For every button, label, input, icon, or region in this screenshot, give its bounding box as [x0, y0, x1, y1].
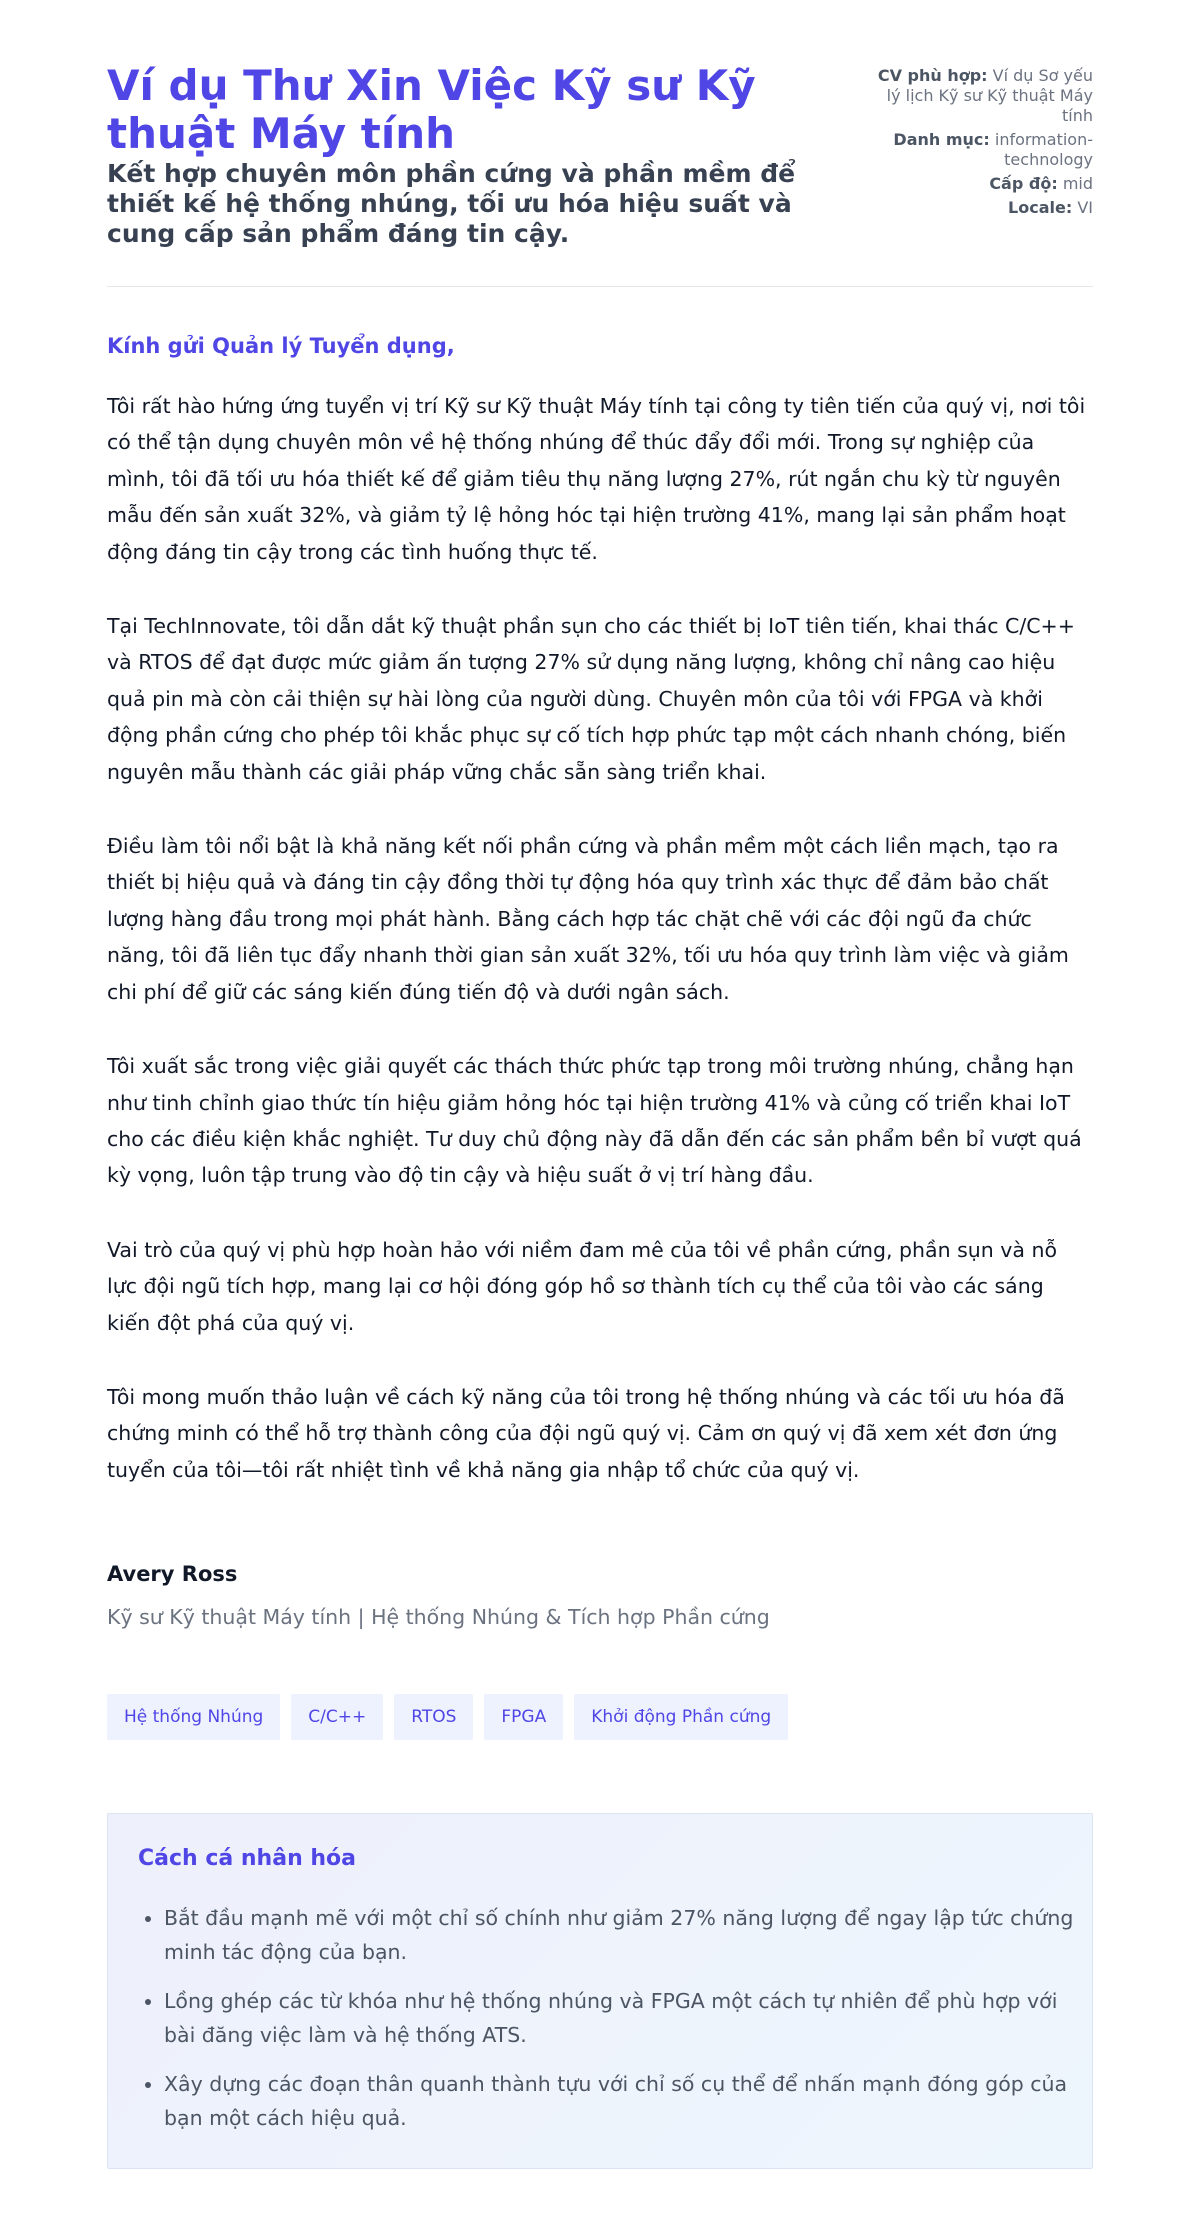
meta-locale-label: Locale:	[1008, 198, 1073, 217]
tag: Hệ thống Nhúng	[107, 1694, 280, 1740]
paragraph: Tại TechInnovate, tôi dẫn dắt kỹ thuật phần sụn cho các thiết bị IoT tiên tiến, khai thác C/C++ và RTOS để đạt được mức giảm ấn tượng 27% sử dụng năng lượng, không chỉ nâng cao hiệu quả pin mà còn cải thiện sự hài lòng của người dùng. Chuyên môn của tôi với FPGA và khởi động phần cứng cho phép tôi khắc phục sự cố tích hợp phức tạp một cách nhanh chóng, biến nguyên mẫu thành các giải pháp vững chắc sẵn sàng triển khai.	[107, 614, 1075, 784]
tag: C/C++	[291, 1694, 383, 1740]
meta-cv-value: Ví dụ Sơ yếu lý lịch Kỹ sư Kỹ thuật Máy tính	[886, 66, 1093, 125]
meta-level-value: mid	[1062, 174, 1093, 193]
list-item: • Lồng ghép các từ khóa như hệ thống nhúng và FPGA một cách tự nhiên để phù hợp với bài đăng việc làm và hệ thống ATS.	[164, 1984, 1084, 2052]
personalization-tips-box	[107, 1813, 1093, 2169]
meta-cv-label: CV phù hợp:	[877, 66, 988, 85]
tag: FPGA	[484, 1694, 563, 1740]
letter-container	[107, 0, 1093, 2130]
tag: RTOS	[394, 1694, 473, 1740]
tag-list	[107, 1694, 788, 1740]
header	[107, 0, 1093, 287]
meta-category-value: information-technology	[994, 130, 1093, 169]
tag: Khởi động Phần cứng	[574, 1694, 788, 1740]
page-subtitle: Kết hợp chuyên môn phần cứng và phần mềm để thiết kế hệ thống nhúng, tối ưu hóa hiệu suất và cung cấp sản phẩm đáng tin cậy.	[107, 159, 796, 248]
signature-title: Kỹ sư Kỹ thuật Máy tính | Hệ thống Nhúng & Tích hợp Phần cứng	[107, 1605, 770, 1629]
paragraph: Tôi rất hào hứng ứng tuyển vị trí Kỹ sư Kỹ thuật Máy tính tại công ty tiên tiến của quý vị, nơi tôi có thể tận dụng chuyên môn về hệ thống nhúng để thúc đẩy đổi mới. Trong sự nghiệp của mình, tôi đã tối ưu hóa thiết kế để giảm tiêu thụ năng lượng 27%, rút ngắn chu kỳ từ nguyên mẫu đến sản xuất 32%, và giảm tỷ lệ hỏng hóc tại hiện trường 41%, mang lại sản phẩm hoạt động đáng tin cậy trong các tình huống thực tế.	[107, 394, 1086, 564]
meta-category	[863, 130, 1093, 170]
page-title: Ví dụ Thư Xin Việc Kỹ sư Kỹ thuật Máy tính	[107, 61, 756, 158]
meta-cv	[863, 66, 1093, 126]
paragraph: Tôi mong muốn thảo luận về cách kỹ năng của tôi trong hệ thống nhúng và các tối ưu hóa đã chứng minh có thể hỗ trợ thành công của đội ngũ quý vị. Cảm ơn quý vị đã xem xét đơn ứng tuyển của tôi—tôi rất nhiệt tình về khả năng gia nhập tổ chức của quý vị.	[107, 1384, 1065, 1482]
meta-category-label: Danh mục:	[893, 130, 990, 149]
tips-title: Cách cá nhân hóa	[138, 1846, 357, 1871]
paragraph: Điều làm tôi nổi bật là khả năng kết nối phần cứng và phần mềm một cách liền mạch, tạo ra thiết bị hiệu quả và đáng tin cậy đồng thời tự động hóa quy trình xác thực để đảm bảo chất lượng hàng đầu trong mọi phát hành. Bằng cách hợp tác chặt chẽ với các đội ngũ đa chức năng, tôi đã liên tục đẩy nhanh thời gian sản xuất 32%, tối ưu hóa quy trình làm việc và giảm chi phí để giữ các sáng kiến đúng tiến độ và dưới ngân sách.	[107, 834, 1069, 1004]
meta-locale	[863, 198, 1093, 218]
salutation: Kính gửi Quản lý Tuyển dụng,	[107, 334, 455, 358]
paragraph: Vai trò của quý vị phù hợp hoàn hảo với niềm đam mê của tôi về phần cứng, phần sụn và nỗ lực đội ngũ tích hợp, mang lại cơ hội đóng góp hồ sơ thành tích cụ thể của tôi vào các sáng kiến đột phá của quý vị.	[107, 1237, 1058, 1335]
tips-list	[138, 1901, 1084, 2150]
letter-body	[107, 388, 1093, 1526]
list-item: • Bắt đầu mạnh mẽ với một chỉ số chính như giảm 27% năng lượng để ngay lập tức chứng minh tác động của bạn.	[164, 1901, 1084, 1969]
paragraph: Tôi xuất sắc trong việc giải quyết các thách thức phức tạp trong môi trường nhúng, chẳng hạn như tinh chỉnh giao thức tín hiệu giảm hỏng hóc tại hiện trường 41% và củng cố triển khai IoT cho các điều kiện khắc nghiệt. Tư duy chủ động này đã dẫn đến các sản phẩm bền bỉ vượt quá kỳ vọng, luôn tập trung vào độ tin cậy và hiệu suất ở vị trí hàng đầu.	[107, 1054, 1082, 1188]
meta-level	[863, 174, 1093, 194]
meta-panel	[863, 66, 1093, 222]
list-item: • Xây dựng các đoạn thân quanh thành tựu với chỉ số cụ thể để nhấn mạnh đóng góp của bạn một cách hiệu quả.	[164, 2067, 1084, 2135]
meta-locale-value: VI	[1077, 198, 1093, 217]
meta-level-label: Cấp độ:	[989, 174, 1058, 193]
signature-name: Avery Ross	[107, 1562, 238, 1586]
